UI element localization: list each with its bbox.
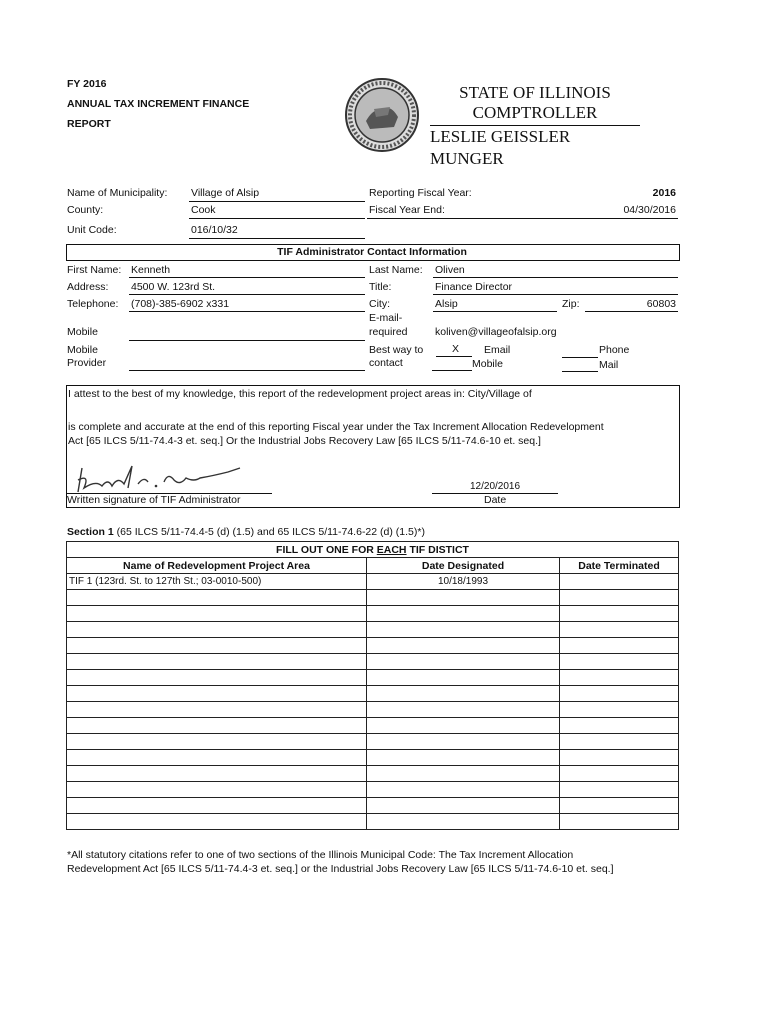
- first-name-underline: [129, 277, 365, 278]
- date-designated-cell[interactable]: [367, 702, 560, 718]
- table-row: [67, 750, 679, 766]
- project-area-cell[interactable]: [67, 686, 367, 702]
- date-designated-cell[interactable]: [367, 814, 560, 830]
- zip-label: Zip:: [562, 298, 580, 310]
- table-row: [67, 670, 679, 686]
- address-value[interactable]: 4500 W. 123rd St.: [131, 281, 216, 293]
- first-name-label: First Name:: [67, 264, 122, 276]
- mobile-provider-label-1: Mobile: [67, 344, 98, 356]
- email-option-blank[interactable]: [436, 356, 472, 357]
- date-designated-cell[interactable]: [367, 734, 560, 750]
- section-1-heading: [67, 526, 425, 538]
- telephone-underline: [129, 311, 365, 312]
- administrator-signature-icon[interactable]: [68, 460, 258, 496]
- fiscal-year-end-label: Fiscal Year End:: [369, 204, 445, 216]
- fill-out-tif-district: TIF DISTICT: [406, 543, 469, 556]
- table-title-row: [67, 542, 679, 558]
- first-name-value[interactable]: Kenneth: [131, 264, 171, 276]
- address-underline: [129, 294, 365, 295]
- footnote-line-1: *All statutory citations refer to one of two sections of the Illinois Municipal Code: The Tax Increment Allocation: [67, 849, 574, 861]
- date-terminated-cell[interactable]: [560, 686, 679, 702]
- attestation-line-3: Act [65 ILCS 5/11-74.4-3 et. seq.] Or the Industrial Jobs Recovery Law [65 ILCS 5/11-74.6-10 et. seq.]: [68, 435, 541, 447]
- project-area-cell[interactable]: [67, 670, 367, 686]
- date-terminated-cell[interactable]: [560, 750, 679, 766]
- email-option-mark[interactable]: X: [452, 343, 460, 355]
- zip-underline: [585, 311, 678, 312]
- phone-option-blank[interactable]: [562, 357, 598, 358]
- date-designated-cell[interactable]: [367, 782, 560, 798]
- project-area-cell[interactable]: [67, 750, 367, 766]
- fill-out-each: EACH: [376, 543, 407, 556]
- date-designated-cell[interactable]: [367, 766, 560, 782]
- project-area-cell[interactable]: [67, 766, 367, 782]
- project-area-cell[interactable]: [67, 654, 367, 670]
- column-header-project-area: Name of Redevelopment Project Area: [67, 558, 367, 574]
- section-1-label: Section 1: [67, 526, 114, 538]
- table-row: [67, 814, 679, 830]
- unit-code-label: Unit Code:: [67, 224, 117, 236]
- date-terminated-cell[interactable]: [560, 734, 679, 750]
- report-header: [67, 74, 249, 134]
- date-designated-cell[interactable]: [367, 798, 560, 814]
- mobile-label: Mobile: [67, 326, 98, 338]
- city-label: City:: [369, 298, 390, 310]
- table-row: [67, 638, 679, 654]
- title-underline: [433, 294, 678, 295]
- table-row: [67, 766, 679, 782]
- state-name: STATE OF ILLINOIS: [459, 83, 611, 102]
- phone-option-label: Phone: [599, 344, 630, 356]
- mobile-provider-underline: [129, 370, 365, 371]
- fiscal-year-end-underline: [367, 218, 678, 219]
- date-terminated-cell[interactable]: [560, 718, 679, 734]
- table-header-row: [67, 558, 679, 574]
- fill-out-text: FILL OUT ONE FOR: [276, 543, 377, 556]
- signature-label: Written signature of TIF Administrator: [67, 494, 241, 506]
- email-label-required: required: [369, 326, 408, 338]
- table-row: [67, 718, 679, 734]
- date-terminated-cell[interactable]: [560, 766, 679, 782]
- date-designated-cell[interactable]: [367, 670, 560, 686]
- date-designated-cell[interactable]: [367, 686, 560, 702]
- table-row: [67, 702, 679, 718]
- county-value[interactable]: Cook: [191, 204, 216, 216]
- last-name-underline: [433, 277, 678, 278]
- contact-title-rule: [66, 260, 679, 261]
- signature-date-value[interactable]: 12/20/2016: [470, 481, 521, 492]
- report-title: ANNUAL TAX INCREMENT FINANCE: [67, 98, 250, 110]
- fiscal-year-title: FY 2016: [67, 78, 107, 90]
- date-terminated-cell[interactable]: [560, 574, 679, 590]
- table-row: [67, 798, 679, 814]
- date-terminated-cell[interactable]: [560, 590, 679, 606]
- project-area-cell[interactable]: [67, 606, 367, 622]
- title-value[interactable]: Finance Director: [435, 281, 513, 293]
- project-area-cell[interactable]: [67, 702, 367, 718]
- date-terminated-cell[interactable]: [560, 702, 679, 718]
- date-designated-cell[interactable]: [367, 654, 560, 670]
- footnote-line-2: Redevelopment Act [65 ILCS 5/11-74.4-3 et. seq.] or the Industrial Jobs Recovery Law [65 ILCS 5/11-74.6-10 et. seq.]: [67, 863, 614, 875]
- date-label: Date: [484, 494, 507, 506]
- county-label: County:: [67, 204, 104, 216]
- project-area-cell[interactable]: [67, 734, 367, 750]
- fiscal-year-end-value[interactable]: 04/30/2016: [623, 204, 676, 216]
- comptroller-heading: [430, 83, 640, 170]
- date-designated-cell[interactable]: [367, 622, 560, 638]
- project-area-cell[interactable]: [67, 814, 367, 830]
- project-area-cell[interactable]: [67, 622, 367, 638]
- contact-section-title: TIF Administrator Contact Information: [277, 246, 467, 258]
- unit-code-value[interactable]: 016/10/32: [191, 224, 238, 236]
- date-terminated-cell[interactable]: [560, 638, 679, 654]
- office-name: COMPTROLLER: [430, 103, 640, 126]
- date-terminated-cell[interactable]: [560, 654, 679, 670]
- telephone-value[interactable]: (708)-385-6902 x331: [131, 298, 230, 310]
- table-row: [67, 654, 679, 670]
- best-contact-label-1: Best way to: [369, 344, 424, 356]
- date-terminated-cell[interactable]: [560, 782, 679, 798]
- redevelopment-project-table: [66, 541, 679, 830]
- city-value[interactable]: Alsip: [435, 298, 458, 310]
- project-area-cell[interactable]: [67, 782, 367, 798]
- fill-out-instruction: [67, 542, 679, 558]
- telephone-label: Telephone:: [67, 298, 119, 310]
- address-label: Address:: [67, 281, 109, 293]
- table-row: [67, 622, 679, 638]
- report-title-2: REPORT: [67, 118, 111, 130]
- municipality-underline: [189, 201, 365, 202]
- mobile-option-label: Mobile: [472, 358, 503, 370]
- date-designated-cell[interactable]: [367, 718, 560, 734]
- table-row: [67, 734, 679, 750]
- mobile-provider-label-2: Provider: [67, 357, 107, 369]
- date-designated-cell[interactable]: [367, 750, 560, 766]
- zip-value[interactable]: 60803: [646, 298, 676, 310]
- table-row: [67, 574, 679, 590]
- attestation-line-2: is complete and accurate at the end of this reporting Fiscal year under the Tax Increment Allocation Redevelopment: [68, 421, 604, 433]
- last-name-label: Last Name:: [369, 264, 423, 276]
- unit-code-underline: [189, 238, 365, 239]
- date-terminated-cell[interactable]: [560, 670, 679, 686]
- date-terminated-cell[interactable]: [560, 622, 679, 638]
- county-underline: [189, 218, 365, 219]
- email-option-label: Email: [484, 344, 511, 356]
- mail-option-label: Mail: [599, 359, 619, 371]
- date-designated-cell[interactable]: [367, 590, 560, 606]
- attestation-line-1: I attest to the best of my knowledge, this report of the redevelopment project areas in: City/Village of: [68, 388, 532, 400]
- table-row: [67, 590, 679, 606]
- reporting-fy-label: Reporting Fiscal Year:: [369, 187, 472, 199]
- column-header-date-terminated: Date Terminated: [560, 558, 679, 574]
- table-row: [67, 606, 679, 622]
- mobile-underline: [129, 340, 365, 341]
- project-area-cell[interactable]: [67, 590, 367, 606]
- title-label: Title:: [369, 281, 392, 293]
- section-1-citation: (65 ILCS 5/11-74.4-5 (d) (1.5) and 65 ILCS 5/11-74.6-22 (d) (1.5)*): [113, 526, 425, 538]
- date-terminated-cell[interactable]: [560, 606, 679, 622]
- mail-option-blank[interactable]: [562, 371, 598, 372]
- mobile-option-blank[interactable]: [432, 370, 472, 371]
- date-designated-cell[interactable]: [367, 638, 560, 654]
- email-label: E-mail-: [369, 312, 403, 324]
- city-underline: [433, 311, 557, 312]
- last-name-value[interactable]: Oliven: [435, 264, 465, 276]
- municipality-label: Name of Municipality:: [67, 187, 168, 199]
- project-area-cell[interactable]: [67, 798, 367, 814]
- comptroller-name: LESLIE GEISSLER MUNGER: [430, 127, 571, 168]
- reporting-fy-value[interactable]: 2016: [652, 187, 676, 199]
- table-row: [67, 686, 679, 702]
- best-contact-label-2: contact: [369, 357, 403, 369]
- municipality-value[interactable]: Village of Alsip: [191, 187, 260, 199]
- email-value[interactable]: koliven@villageofalsip.org: [435, 326, 557, 338]
- column-header-date-designated: Date Designated: [367, 558, 560, 574]
- project-area-cell[interactable]: TIF 1 (123rd. St. to 127th St.; 03-0010-500): [67, 574, 367, 590]
- date-terminated-cell[interactable]: [560, 814, 679, 830]
- state-seal-icon: [344, 77, 420, 153]
- project-area-cell[interactable]: [67, 718, 367, 734]
- project-area-cell[interactable]: [67, 638, 367, 654]
- date-designated-cell[interactable]: [367, 606, 560, 622]
- table-row: [67, 782, 679, 798]
- date-terminated-cell[interactable]: [560, 798, 679, 814]
- date-designated-cell[interactable]: 10/18/1993: [367, 574, 560, 590]
